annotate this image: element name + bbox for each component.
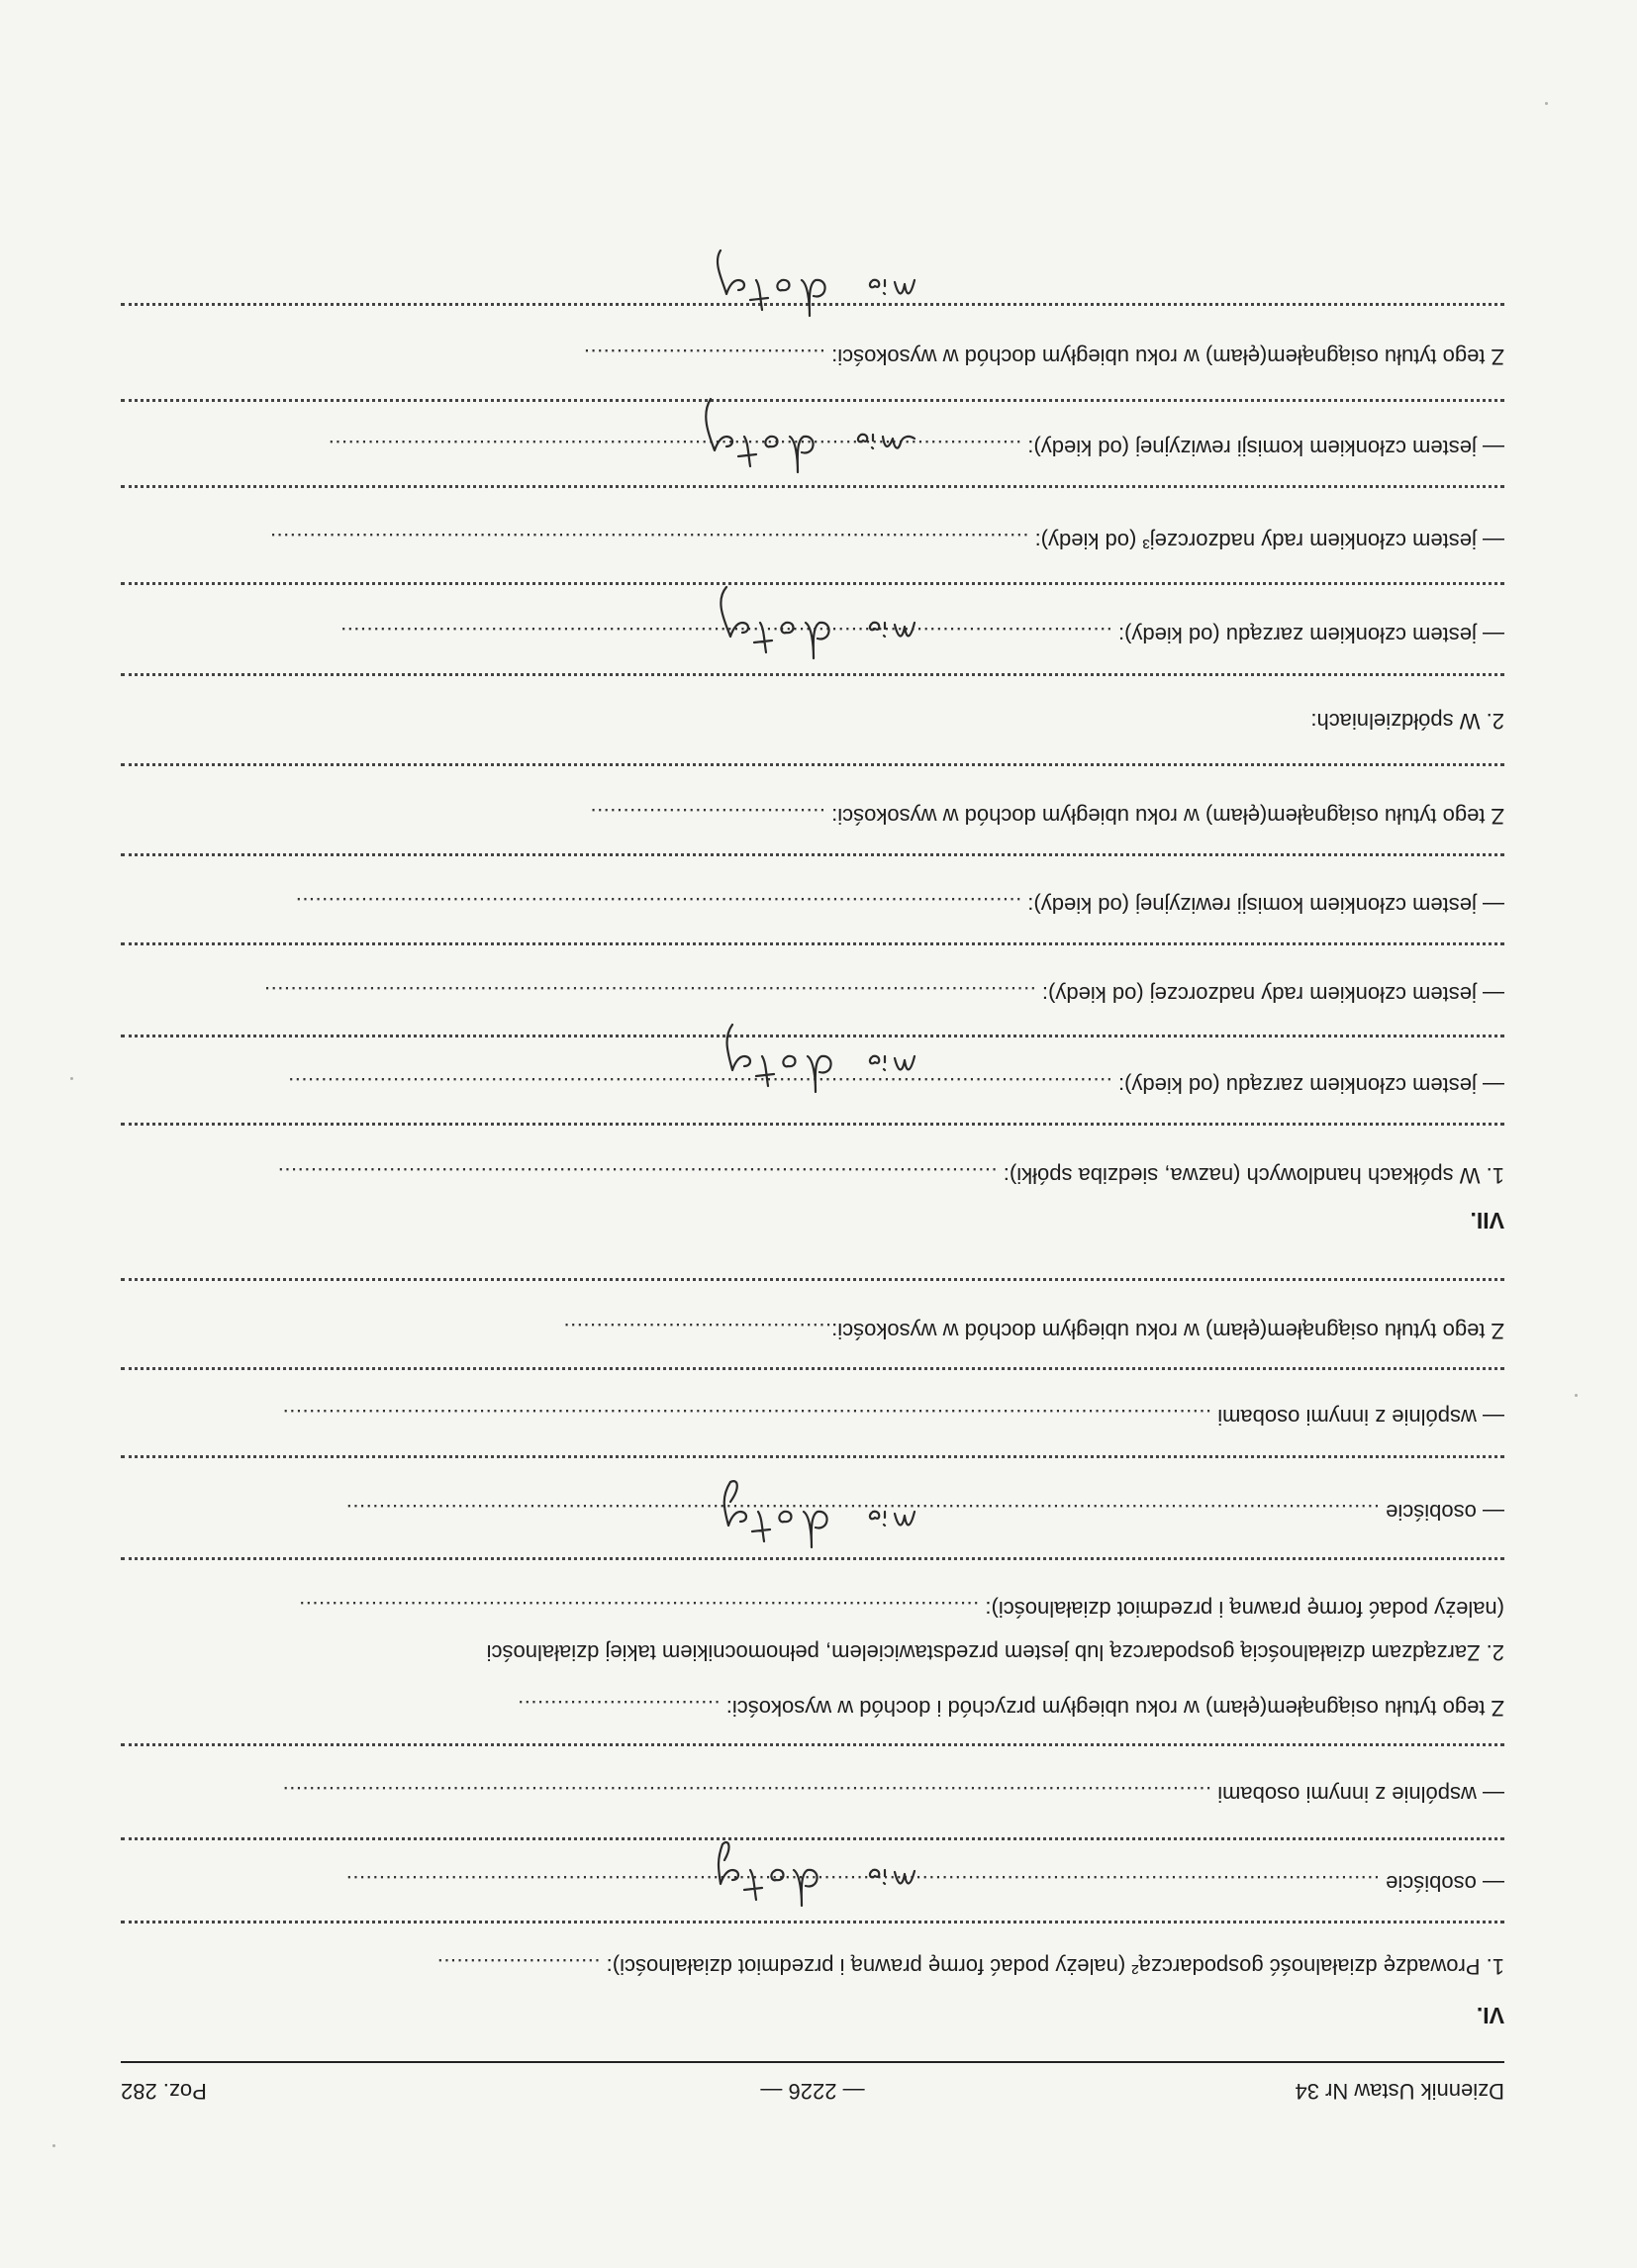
dotted-fill-line [121,1743,1504,1746]
header-rule [121,2061,1504,2063]
vi-osobiscie2-line: — osobiście .............................................................................................................................................................. [345,1500,1504,1525]
vi-item2-label: 2. Zarządzam działalnością gospodarczą lub jestem przedstawicielem, pełnomocnikiem takiej działalności [486,1640,1504,1665]
vi-item2b-line: (należy podać formę prawną i przedmiot działalności): ........................................................................................................ [298,1597,1504,1622]
vii-item1-line: 1. W spółkach handlowych (nazwa, siedziba spółki): .............................................................................................................. [277,1163,1504,1188]
handwriting-nie-dotyczy [608,1478,924,1577]
vi-osobiscie2-label: — osobiście [1386,1500,1504,1525]
vii-zarzad-label: — jestem członkiem zarządu (od kiedy): [1117,1073,1504,1098]
vii-rada-label: — jestem członkiem rady nadzorczej (od kiedy): [1041,982,1504,1007]
vi-item2b-label: (należy podać formę prawną i przedmiot działalności): [985,1597,1504,1622]
handwriting-nie-dotyczy [584,391,920,490]
vii-income2-label: Z tego tytułu osiągnąłem(ęłam) w roku ubiegłym dochód w wysokości: [831,345,1504,369]
page-number: — 2226 — [760,2079,865,2104]
vii-komisja2-label: — jestem członkiem komisji rewizyjnej (od kiedy): [1027,436,1504,460]
vi-wspolnie-line: — wspólnie z innymi osobami .............................................................................................................................................. [282,1782,1504,1807]
vi-osobiscie-label: — osobiście [1386,1871,1504,1896]
vii-komisja-label: — jestem członkiem komisji rewizyjnej (od kiedy): [1027,893,1504,918]
dotted-fill-line [121,1367,1504,1370]
handwriting-nie-dotyczy [608,585,924,684]
vi-income2-line: Z tego tytułu osiągnąłem(ęłam) w roku ubiegłym dochód w wysokości:......................................... [563,1319,1504,1343]
vii-item2-line [121,706,1504,736]
vii-rada2-label: — jestem członkiem rady nadzorczej³ (od kiedy): [1034,529,1504,553]
scan-speck [52,2144,55,2147]
handwriting-nie-dotyczy [608,1836,924,1925]
dotted-fill-line [121,1278,1504,1281]
position-number: Poz. 282 [121,2079,207,2104]
vi-income2-label: Z tego tytułu osiągnąłem(ęłam) w roku ubiegłym dochód w wysokości: [831,1319,1504,1343]
page-header [121,2070,1504,2104]
scan-speck [1545,102,1548,105]
vii-income1-label: Z tego tytułu osiągnąłem(ęłam) w roku ubiegłym dochód w wysokości: [831,804,1504,829]
vii-zarzad-line: — jestem członkiem zarządu (od kiedy): .............................................................................................................................. [287,1073,1504,1098]
journal-title: Dziennik Ustaw Nr 34 [1295,2079,1504,2104]
section-vi-heading: VI. [1476,2003,1504,2028]
dotted-fill-line [121,763,1504,766]
vii-income2-line: Z tego tytułu osiągnąłem(ęłam) w roku ubiegłym dochód w wysokości: ..................................... [583,345,1504,369]
vi-wspolnie2-line: — wspólnie z innymi osobami .............................................................................................................................................. [282,1405,1504,1430]
vii-komisja-line: — jestem członkiem komisji rewizyjnej (od kiedy): ............................................................................................................... [295,893,1504,918]
dotted-fill-line [121,853,1504,856]
section-vii-heading: VII. [1470,1208,1504,1233]
vi-wspolnie2-label: — wspólnie z innymi osobami [1217,1405,1504,1430]
scan-speck [70,1077,73,1080]
vi-income1-line: Z tego tytułu osiągnąłem(ęłam) w roku ubiegłym przychód i dochód w wysokości: ............................... [517,1696,1504,1721]
dotted-fill-line [121,1455,1504,1458]
vi-income1-label: Z tego tytułu osiągnąłem(ęłam) w roku ubiegłym przychód i dochód w wysokości: [725,1696,1504,1721]
vii-income1-line: Z tego tytułu osiągnąłem(ęłam) w roku ubiegłym dochód w wysokości: .................................... [589,804,1504,829]
vi-item2-line [121,1637,1504,1667]
vi-osobiscie-line: — osobiście .............................................................................................................................................................. [345,1871,1504,1896]
scan-speck [1575,1394,1578,1397]
handwriting-nie-dotyczy [608,1023,924,1122]
vi-item1-line: 1. Prowadzę działalność gospodarczą² (należy podać formę prawną i przedmiot działalności): ......................... [436,1954,1504,1979]
vii-rada-line: — jestem członkiem rady nadzorczej (od kiedy): ...................................................................................................................... [263,982,1504,1007]
dotted-fill-line [121,942,1504,945]
vi-wspolnie-label: — wspólnie z innymi osobami [1217,1782,1504,1807]
vii-item1-label: 1. W spółkach handlowych (nazwa, siedziba spółki): [1003,1163,1504,1188]
dotted-fill-line [121,1123,1504,1126]
vii-zarzad2-label: — jestem członkiem zarządu (od kiedy): [1117,623,1504,647]
vii-rada2-line: — jestem członkiem rady nadzorczej³ (od kiedy): .................................................................................................................... [269,529,1504,553]
vii-item2-label: 2. W spółdzielniach: [1310,709,1504,734]
handwriting-nie-dotyczy [588,248,924,357]
vi-item1-label: 1. Prowadzę działalność gospodarczą² (należy podać formę prawną i przedmiot działalności): [606,1954,1504,1979]
vii-komisja2-line: — jestem członkiem komisji rewizyjnej (od kiedy): .......................................................................................................... [328,436,1504,460]
vii-zarzad2-line: — jestem członkiem zarządu (od kiedy): ...................................................................................................................... [339,623,1504,647]
